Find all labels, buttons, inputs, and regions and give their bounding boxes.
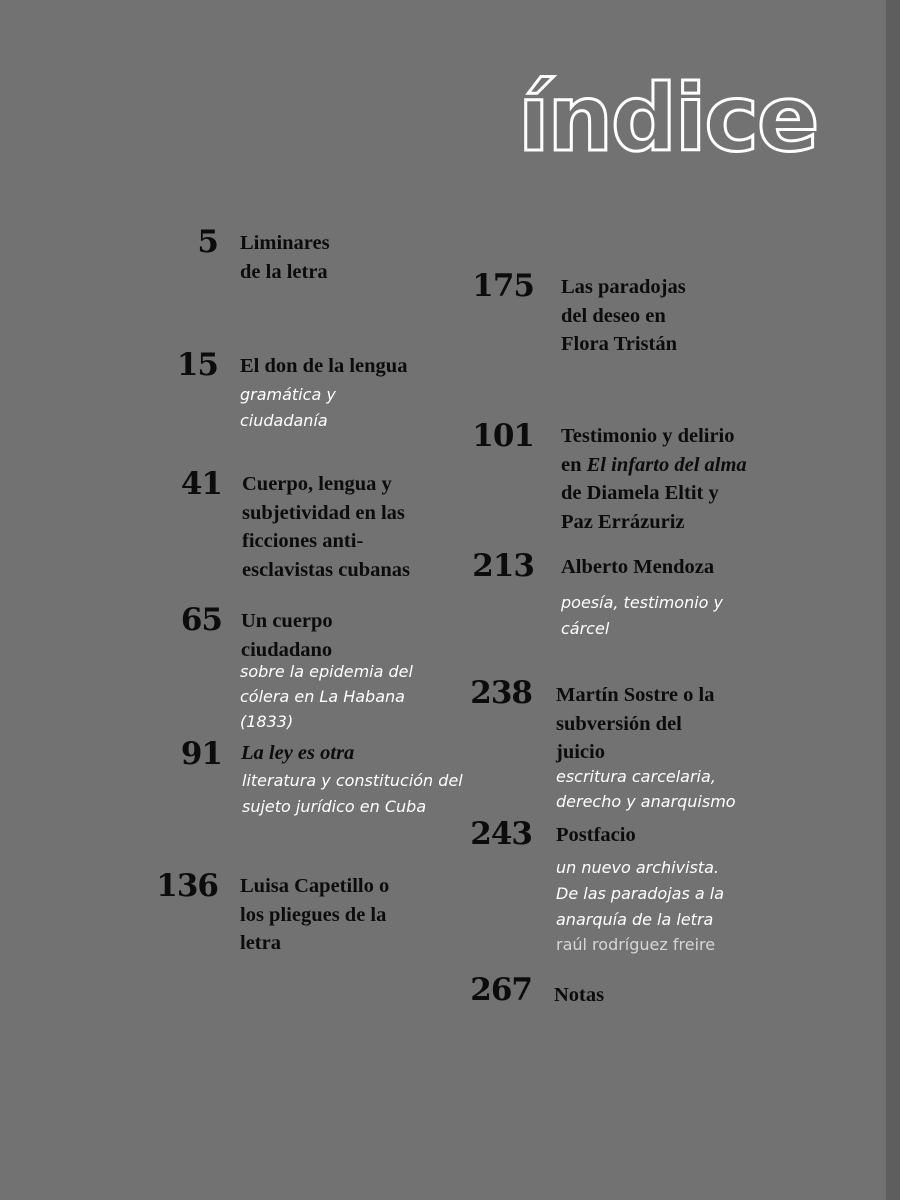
entry-title: Las paradojas del deseo en Flora Tristán bbox=[561, 276, 686, 355]
entry-subtitle: poesía, testimonio y cárcel bbox=[561, 593, 724, 638]
page-number: 175 bbox=[472, 268, 534, 304]
entry-subtitle: sobre la epidemia del cólera en La Habana (1833) bbox=[240, 662, 413, 731]
entry-title: La ley es otra bbox=[241, 742, 355, 764]
entry-title: Alberto Mendoza bbox=[561, 556, 715, 578]
page-title bbox=[518, 62, 818, 172]
entry-title: Un cuerpo ciudadano bbox=[241, 610, 333, 661]
page-title-text: índice bbox=[518, 65, 818, 172]
entry-title: Postfacio bbox=[556, 824, 636, 846]
page-number: 267 bbox=[470, 972, 532, 1008]
page-number: 15 bbox=[176, 347, 218, 383]
page-number: 65 bbox=[180, 602, 222, 638]
entry-title: Luisa Capetillo o los pliegues de la letra bbox=[240, 875, 390, 954]
entry-subtitle: gramática y ciudadanía bbox=[240, 385, 336, 430]
page-number: 41 bbox=[180, 466, 222, 502]
page-number: 243 bbox=[470, 816, 532, 852]
page-number: 238 bbox=[470, 675, 532, 711]
entry-subtitle: escritura carcelaria, derecho y anarquismo bbox=[556, 767, 736, 811]
page-edge bbox=[886, 0, 900, 1200]
entry-title: Notas bbox=[554, 984, 605, 1006]
entry-title: Martín Sostre o la subversión del juicio bbox=[556, 684, 715, 763]
entry-title: El don de la lengua bbox=[240, 355, 408, 377]
entry-subtitle: un nuevo archivista. De las paradojas a la anarquía de la letra bbox=[556, 858, 725, 929]
page-number: 101 bbox=[472, 418, 534, 454]
page-number: 213 bbox=[472, 548, 534, 584]
entry-title: Testimonio y delirio en El infarto del alma de Diamela Eltit y Paz Errázuriz bbox=[561, 425, 747, 533]
page-number: 136 bbox=[156, 868, 218, 904]
page-number: 5 bbox=[197, 224, 218, 260]
page-number: 91 bbox=[180, 736, 222, 772]
entry-title: Cuerpo, lengua y subjetividad en las ficciones anti- esclavistas cubanas bbox=[242, 473, 411, 581]
entry-author: raúl rodríguez freire bbox=[556, 935, 716, 954]
entry-title: Liminares de la letra bbox=[240, 232, 330, 283]
entry-subtitle: literatura y constitución del sujeto jurídico en Cuba bbox=[242, 771, 463, 816]
